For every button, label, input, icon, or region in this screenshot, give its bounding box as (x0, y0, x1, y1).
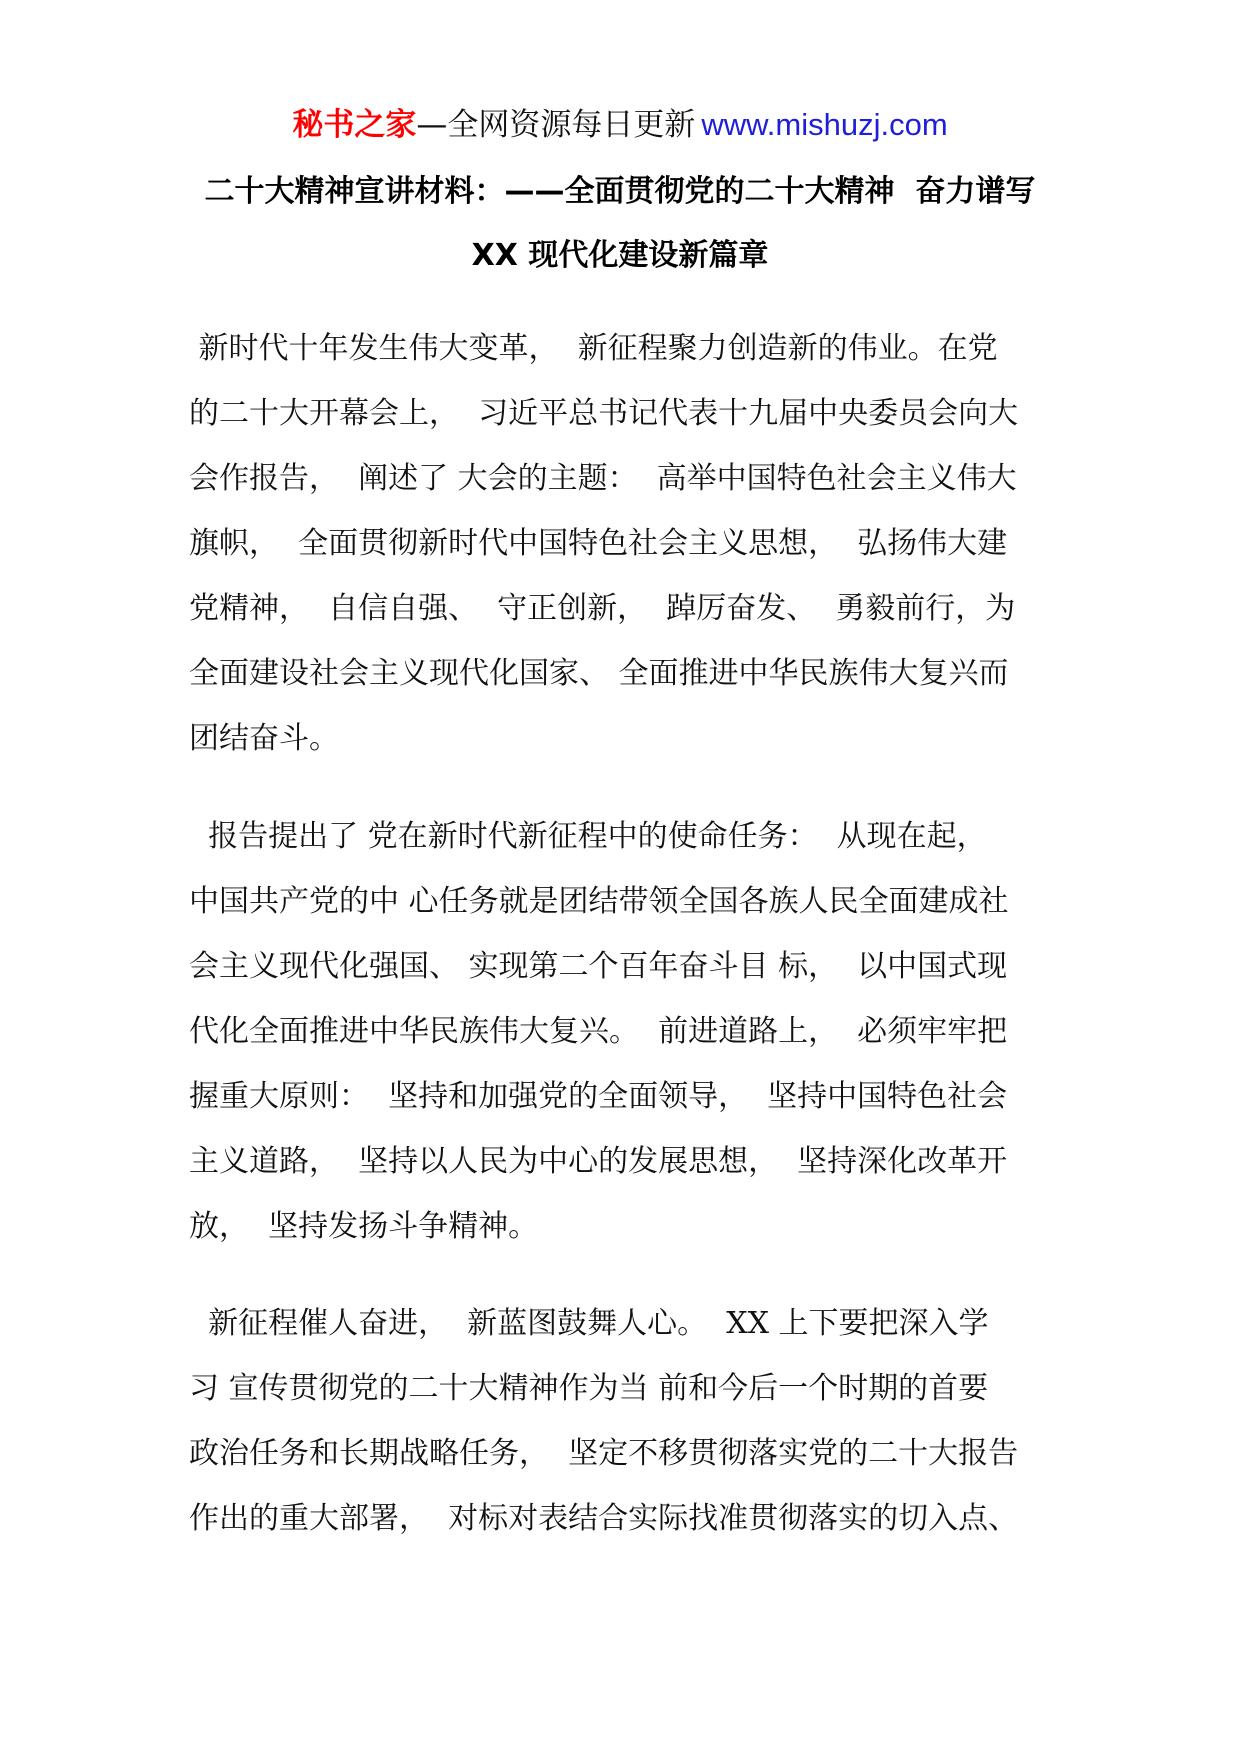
document-title-line-1: 二十大精神宣讲材料：——全面贯彻党的二十大精神 奋力谱写 (204, 174, 1036, 209)
document-title-line-2: XX 现代化建设新篇章 (471, 238, 769, 273)
text-line: 政治任务和长期战略任务， 坚定不移贯彻落实党的二十大报告 (189, 1436, 1019, 1471)
paragraph-1 (189, 316, 1069, 771)
text-line: 中国共产党的中 心任务就是团结带领全国各族人民全面建成社 (189, 884, 1009, 919)
paragraph-3 (189, 1291, 1069, 1551)
text-line: 报告提出了 党在新时代新征程中的使命任务： 从现在起， (189, 819, 987, 854)
text-line: 主义道路， 坚持以人民为中心的发展思想， 坚持深化改革开 (189, 1144, 1008, 1179)
text-line: 握重大原则： 坚持和加强党的全面领导， 坚持中国特色社会 (189, 1079, 1008, 1114)
text-line: 会作报告， 阐述了 大会的主题： 高举中国特色社会主义伟大 (189, 461, 1017, 496)
text-line: 习 宣传贯彻党的二十大精神作为当 前和今后一个时期的首要 (189, 1371, 989, 1406)
paragraph-2 (189, 804, 1069, 1259)
site-url-link[interactable]: www.mishuzj.com (701, 107, 948, 142)
text-line: 的二十大开幕会上， 习近平总书记代表十九届中央委员会向大 (189, 396, 1019, 431)
text-line: 旗帜， 全面贯彻新时代中国特色社会主义思想， 弘扬伟大建 (189, 526, 1008, 561)
text-line: 团结奋斗。 (189, 721, 339, 756)
text-line: 党精神， 自信自强、 守正创新， 踔厉奋发、 勇毅前行，为 (189, 591, 1016, 626)
text-line: 放， 坚持发扬斗争精神。 (189, 1209, 539, 1244)
text-line: 作出的重大部署， 对标对表结合实际找准贯彻落实的切入点、 (189, 1501, 1019, 1536)
site-banner (0, 100, 1240, 150)
site-tagline: —全网资源每日更新 (416, 107, 696, 143)
site-name: 秘书之家 (292, 107, 417, 143)
text-line: 代化全面推进中华民族伟大复兴。 前进道路上， 必须牢牢把 (189, 1014, 1008, 1049)
text-line: 会主义现代化强国、 实现第二个百年奋斗目 标， 以中国式现 (189, 949, 1008, 984)
text-line: 新时代十年发生伟大变革， 新征程聚力创造新的伟业。在党 (189, 331, 998, 366)
text-line: 全面建设社会主义现代化国家、 全面推进中华民族伟大复兴而 (189, 656, 1009, 691)
text-line: 新征程催人奋进， 新蓝图鼓舞人心。 XX 上下要把深入学 (189, 1306, 989, 1341)
